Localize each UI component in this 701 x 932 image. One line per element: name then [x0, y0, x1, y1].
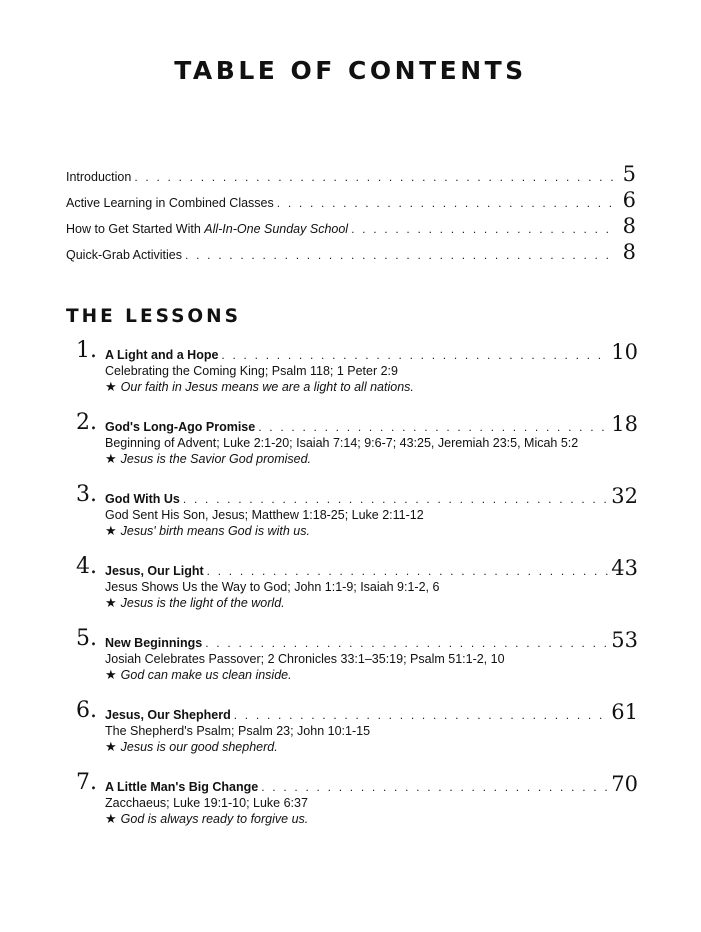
lesson-entry [72, 338, 638, 410]
toc-entry-label: Quick-Grab Activities [66, 248, 183, 262]
lesson-number: 2. [76, 410, 97, 435]
lesson-number: 3. [76, 482, 97, 507]
toc-entry [66, 210, 636, 236]
toc-entry [66, 158, 636, 184]
lesson-entry [72, 698, 638, 770]
lesson-entry [72, 410, 638, 482]
toc-entry-page: 5 [622, 162, 636, 186]
star-icon: ★ [105, 811, 117, 826]
toc-entry [66, 184, 636, 210]
lesson-page: 70 [611, 772, 638, 796]
lesson-subtitle: Celebrating the Coming King; Psalm 118; 1 Peter 2:9 [105, 364, 398, 378]
dot-leader [234, 708, 609, 722]
lesson-title: A Little Man's Big Change [105, 780, 259, 794]
lesson-subtitle: Zacchaeus; Luke 19:1-10; Luke 6:37 [105, 796, 308, 810]
star-icon: ★ [105, 667, 117, 682]
lesson-title: A Light and a Hope [105, 348, 219, 362]
star-icon: ★ [105, 595, 117, 610]
lesson-title: God's Long-Ago Promise [105, 420, 256, 434]
dot-leader [185, 248, 615, 262]
lesson-entry [72, 626, 638, 698]
toc-entry-page: 8 [622, 240, 636, 264]
lesson-number: 5. [76, 626, 97, 651]
lesson-theme: ★ God is always ready to forgive us. [105, 811, 309, 826]
lesson-page: 18 [611, 412, 638, 436]
front-matter-list [66, 158, 636, 262]
dot-leader [134, 170, 615, 184]
lesson-theme: ★ God can make us clean inside. [105, 667, 292, 682]
lesson-theme: ★ Jesus' birth means God is with us. [105, 523, 310, 538]
lesson-page: 43 [611, 556, 638, 580]
dot-leader [277, 196, 615, 210]
lessons-list [72, 338, 638, 842]
lesson-number: 1. [76, 338, 97, 363]
lesson-theme: ★ Jesus is the light of the world. [105, 595, 285, 610]
star-icon: ★ [105, 451, 117, 466]
lesson-title: New Beginnings [105, 636, 203, 650]
toc-entry-page: 8 [622, 214, 636, 238]
lesson-title: God With Us [105, 492, 180, 506]
lesson-page: 53 [611, 628, 638, 652]
lesson-page: 61 [611, 700, 638, 724]
lesson-number: 4. [76, 554, 97, 579]
lesson-theme: ★ Jesus is our good shepherd. [105, 739, 278, 754]
dot-leader [221, 348, 608, 362]
star-icon: ★ [105, 523, 117, 538]
lesson-theme: ★ Our faith in Jesus means we are a light to all nations. [105, 379, 414, 394]
toc-entry-label: Introduction [66, 170, 132, 184]
lesson-subtitle: Jesus Shows Us the Way to God; John 1:1-9; Isaiah 9:1-2, 6 [105, 580, 440, 594]
lesson-subtitle: Josiah Celebrates Passover; 2 Chronicles 33:1–35:19; Psalm 51:1-2, 10 [105, 652, 505, 666]
dot-leader [258, 420, 608, 434]
lesson-title: Jesus, Our Shepherd [105, 708, 231, 722]
star-icon: ★ [105, 739, 117, 754]
toc-entry-page: 6 [622, 188, 636, 212]
lesson-entry [72, 554, 638, 626]
lesson-page: 10 [611, 340, 638, 364]
lesson-page: 32 [611, 484, 638, 508]
lesson-entry [72, 482, 638, 554]
dot-leader [207, 564, 609, 578]
lesson-title: Jesus, Our Light [105, 564, 204, 578]
page-title: TABLE OF CONTENTS [174, 56, 527, 85]
dot-leader [261, 780, 608, 794]
dot-leader [205, 636, 608, 650]
lesson-subtitle: Beginning of Advent; Luke 2:1-20; Isaiah 7:14; 9:6-7; 43:25, Jeremiah 23:5, Micah 5:2 [105, 436, 579, 450]
dot-leader [351, 222, 615, 236]
star-icon: ★ [105, 379, 117, 394]
lesson-number: 7. [76, 770, 97, 795]
lesson-subtitle: The Shepherd's Psalm; Psalm 23; John 10:1-15 [105, 724, 371, 738]
lesson-subtitle: God Sent His Son, Jesus; Matthew 1:18-25; Luke 2:11-12 [105, 508, 424, 522]
toc-entry [66, 236, 636, 262]
toc-entry-label: How to Get Started With All-In-One Sunday School [66, 222, 349, 236]
lessons-heading: THE LESSONS [66, 306, 241, 327]
lesson-theme: ★ Jesus is the Savior God promised. [105, 451, 312, 466]
dot-leader [183, 492, 608, 506]
lesson-number: 6. [76, 698, 97, 723]
lesson-entry [72, 770, 638, 842]
toc-entry-label: Active Learning in Combined Classes [66, 196, 274, 210]
